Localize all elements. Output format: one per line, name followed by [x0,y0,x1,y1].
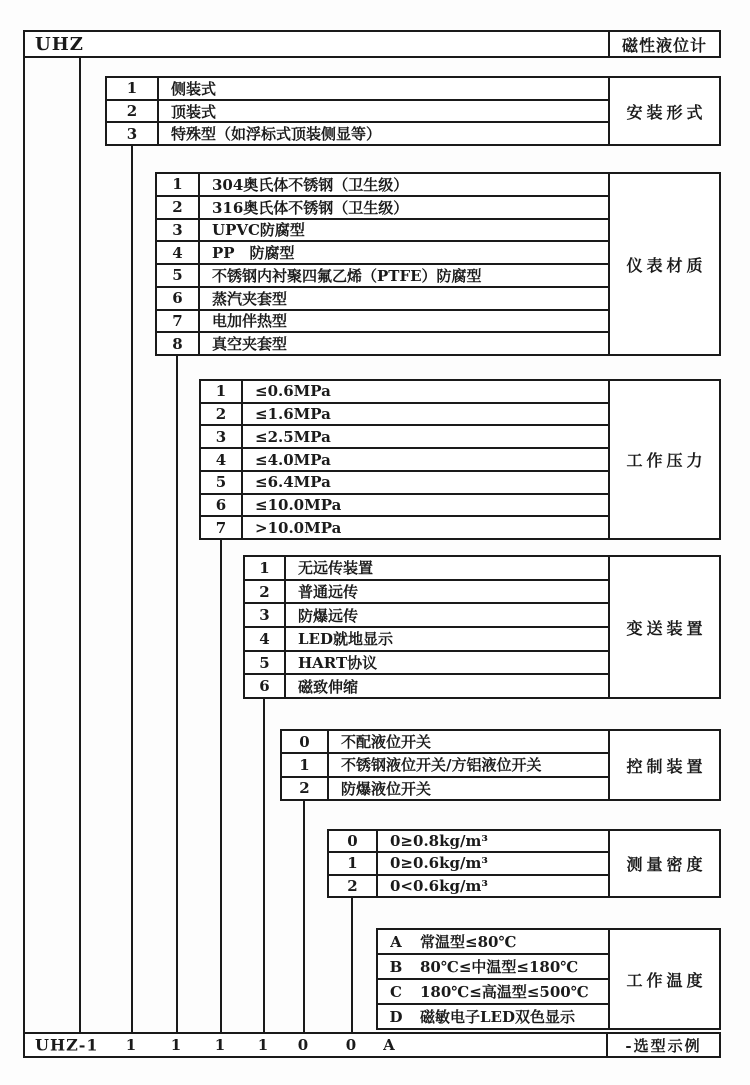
option-desc: 顶装式 [171,102,217,121]
option-desc: >10.0MPa [255,518,342,537]
option-code: 2 [107,101,159,122]
option-code: 4 [157,242,200,263]
connector-line [263,697,265,1034]
option-row [245,557,608,581]
option-row [245,581,608,605]
group-label: 变送装置 [608,557,719,697]
option-desc: 普通远传 [298,583,359,601]
option-desc: ≤1.6MPa [255,405,331,424]
option-code: 3 [157,220,200,241]
option-group-1 [105,76,721,146]
option-group-4 [243,555,721,699]
option-desc: LED就地显示 [298,630,393,649]
connector-line [79,56,81,1034]
option-row [245,652,608,676]
option-row [378,980,608,1005]
option-desc: 特殊型（如浮标式顶装侧显等） [171,125,382,144]
option-row [201,517,608,538]
option-row [329,853,608,875]
option-desc: 防爆液位开关 [341,779,432,798]
option-desc: PP 防腐型 [212,244,295,263]
option-group-2 [155,172,721,356]
option-code: 7 [201,517,243,538]
option-code: 2 [245,581,286,603]
example-code-digit: 1 [257,1036,269,1054]
example-band [23,1032,721,1058]
example-code-digit: A [383,1036,395,1054]
option-row [201,381,608,404]
group-label: 工作温度 [608,930,719,1028]
option-code: B [389,957,403,976]
option-row [245,675,608,697]
option-rows [245,557,608,697]
option-row [245,604,608,628]
connector-line [303,799,305,1034]
option-desc: ≤4.0MPa [255,450,331,469]
option-code: 1 [282,754,329,775]
option-row [107,78,608,101]
option-row [378,955,608,980]
option-desc: ≤0.6MPa [255,382,331,401]
option-row [157,333,608,354]
option-row [201,404,608,427]
option-code: 6 [157,288,200,309]
option-row [201,426,608,449]
option-desc: 不配液位开关 [341,733,432,752]
option-row [245,628,608,652]
connector-line [351,896,353,1034]
option-desc: 真空夹套型 [212,335,288,354]
option-desc: 磁致伸缩 [298,677,359,696]
group-label: 工作压力 [608,381,719,538]
option-desc: 电加伴热型 [212,312,288,331]
option-desc: 0≥0.8kg/m³ [390,832,488,851]
option-group-3 [199,379,721,540]
option-desc: ≤10.0MPa [255,495,342,514]
option-code: 4 [245,628,286,650]
option-group-7 [376,928,721,1030]
option-code: 1 [157,174,200,195]
header-band [23,30,721,58]
connector-line [220,538,222,1034]
option-desc: 蒸汽夹套型 [212,289,288,308]
option-row [107,123,608,144]
option-code: 2 [329,876,378,896]
option-row [157,311,608,334]
option-desc: 不锈钢液位开关/方铝液位开关 [341,756,542,775]
example-code-digit: 1 [125,1036,137,1054]
group-label: 仪表材质 [608,174,719,354]
group-label: 测量密度 [608,831,719,896]
option-row [282,731,608,754]
option-code: 8 [157,333,200,354]
option-code: 2 [157,197,200,218]
option-code: 1 [201,381,243,402]
option-row [157,197,608,220]
option-row [329,876,608,896]
option-group-6 [327,829,721,898]
product-name: 磁性液位计 [608,32,719,56]
option-rows [107,78,608,144]
model-prefix: UHZ [35,33,84,55]
option-row [329,831,608,853]
option-code: A [390,932,402,951]
option-rows [282,731,608,799]
option-desc: 304奥氏体不锈钢（卫生级） [212,175,409,194]
option-desc: 磁敏电子LED双色显示 [420,1008,575,1026]
connector-line [131,144,133,1034]
option-code: 3 [245,604,286,626]
option-rows [157,174,608,354]
option-rows [201,381,608,538]
connector-line [23,56,25,1034]
connector-line [176,354,178,1034]
option-desc: 0≥0.6kg/m³ [390,854,488,873]
option-desc: HART协议 [298,654,378,673]
option-desc: 316奥氏体不锈钢（卫生级） [212,198,409,217]
option-group-5 [280,729,721,801]
option-desc: 防爆远传 [298,606,359,625]
option-row [201,472,608,495]
option-desc: ≤2.5MPa [255,427,331,446]
option-code: 6 [201,495,243,516]
example-code-digit: 1 [214,1036,226,1054]
option-rows [378,930,608,1028]
option-code: C [390,982,402,1001]
example-codes-cell [25,1034,608,1056]
option-code: 2 [282,778,329,799]
group-label: 安装形式 [608,78,719,144]
option-code: 0 [329,831,378,851]
option-desc: 侧装式 [171,79,217,98]
group-label: 控制装置 [608,731,719,799]
example-code-digit: 0 [297,1036,309,1054]
example-model-code: UHZ-1 [35,1035,99,1055]
option-code: 1 [107,78,159,99]
example-code-digit: 1 [170,1036,182,1054]
option-code: 1 [245,557,286,579]
option-desc: 不锈钢内衬聚四氟乙烯（PTFE）防腐型 [212,266,482,285]
option-code: 3 [107,123,159,144]
option-desc: UPVC防腐型 [212,221,305,240]
option-row [201,449,608,472]
option-desc: 无远传装置 [298,559,374,578]
option-desc: 常温型≤80℃ [420,933,517,951]
option-row [157,220,608,243]
option-row [378,1005,608,1028]
option-code: 5 [157,265,200,286]
option-code: 7 [157,311,200,332]
option-row [378,930,608,955]
option-code: 3 [201,426,243,447]
option-code: D [389,1007,403,1026]
option-desc: 80℃≤中温型≤180℃ [420,958,579,976]
example-code-digit: 0 [345,1036,357,1054]
option-desc: 0<0.6kg/m³ [390,876,488,895]
option-row [157,265,608,288]
option-row [282,778,608,799]
option-code: 6 [245,675,286,697]
option-row [201,495,608,518]
option-code: 0 [282,731,329,752]
example-label: -选型示例 [625,1036,702,1055]
option-rows [329,831,608,896]
option-row [157,174,608,197]
option-row [282,754,608,777]
option-desc: 180℃≤高温型≤500℃ [420,983,589,1001]
option-row [157,242,608,265]
option-code: 5 [201,472,243,493]
option-code: 4 [201,449,243,470]
option-code: 5 [245,652,286,674]
option-code: 2 [201,404,243,425]
option-code: 1 [329,853,378,873]
option-row [157,288,608,311]
option-desc: ≤6.4MPa [255,473,331,492]
option-row [107,101,608,124]
